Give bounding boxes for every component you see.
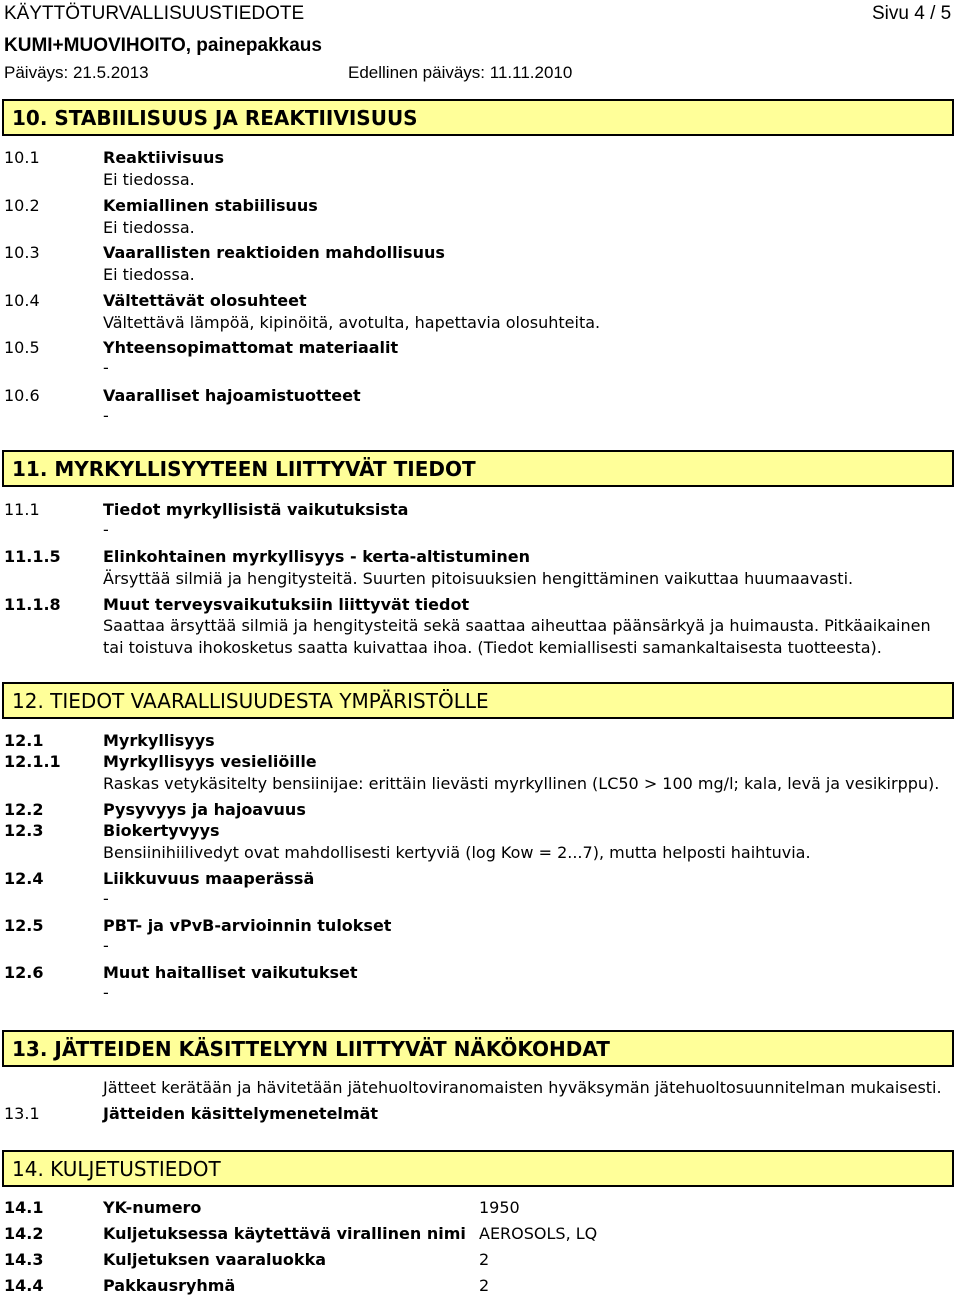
- item-text: Ei tiedossa.: [103, 170, 195, 189]
- item-number: 13.1: [4, 1104, 40, 1123]
- item-number: 12.1: [4, 731, 44, 750]
- item-number: 12.6: [4, 963, 44, 982]
- page-number: Sivu 4 / 5: [872, 3, 952, 24]
- item-number: 12.2: [4, 800, 44, 819]
- item-title: Reaktiivisuus: [103, 148, 224, 167]
- item-text: Ei tiedossa.: [103, 265, 195, 284]
- revision-date: Päiväys: 21.5.2013: [4, 63, 149, 82]
- item-number: 14.2: [4, 1224, 44, 1243]
- item-number: 10.5: [4, 338, 40, 357]
- section-11-heading: 11. MYRKYLLISYYTEEN LIITTYVÄT TIEDOT: [2, 450, 954, 487]
- section-13-heading: 13. JÄTTEIDEN KÄSITTELYYN LIITTYVÄT NÄKÖKOHDAT: [2, 1030, 954, 1067]
- item-title: Kemiallinen stabiilisuus: [103, 196, 318, 215]
- item-value: AEROSOLS, LQ: [479, 1224, 598, 1243]
- item-number: 11.1.5: [4, 547, 61, 566]
- item-value: 1950: [479, 1198, 520, 1217]
- item-number: 10.6: [4, 386, 40, 405]
- item-text: -: [103, 358, 109, 377]
- item-text: Vältettävä lämpöä, kipinöitä, avotulta, hapettavia olosuhteita.: [103, 313, 601, 332]
- item-number: 10.4: [4, 291, 40, 310]
- item-text: -: [103, 520, 109, 539]
- item-title: Tiedot myrkyllisistä vaikutuksista: [103, 500, 409, 519]
- item-title: Pakkausryhmä: [103, 1276, 236, 1295]
- item-title: Biokertyvyys: [103, 821, 220, 840]
- item-title: YK-numero: [103, 1198, 202, 1217]
- item-text: -: [103, 889, 109, 908]
- item-title: Elinkohtainen myrkyllisyys - kerta-altistuminen: [103, 547, 531, 566]
- item-number: 14.4: [4, 1276, 44, 1295]
- item-text: Bensiinihiilivedyt ovat mahdollisesti kertyviä (log Kow = 2...7), mutta helposti haihtuvia.: [103, 843, 811, 862]
- item-title: Myrkyllisyys: [103, 731, 215, 750]
- item-text: Raskas vetykäsitelty bensiinijae: erittäin lievästi myrkyllinen (LC50 > 100 mg/l; kala, levä ja vesikirppu).: [103, 774, 940, 793]
- item-title: Myrkyllisyys vesieliöille: [103, 752, 317, 771]
- item-number: 14.1: [4, 1198, 44, 1217]
- item-title: Yhteensopimattomat materiaalit: [103, 338, 399, 357]
- item-number: 14.3: [4, 1250, 44, 1269]
- section-14-heading: 14. KULJETUSTIEDOT: [2, 1150, 954, 1187]
- item-text: Saattaa ärsyttää silmiä ja hengitysteitä sekä saattaa aiheuttaa päänsärkyä ja huimausta. Pitkäaikainen tai toistuva ihokosketus saatta kuivattaa ihoa. (Tiedot kemiallisesti samankaltaisesta tuotteesta).: [103, 616, 931, 657]
- item-title: Kuljetuksen vaaraluokka: [103, 1250, 326, 1269]
- item-number: 12.5: [4, 916, 44, 935]
- item-number: 11.1.8: [4, 595, 61, 614]
- item-number: 10.2: [4, 196, 40, 215]
- item-number: 10.3: [4, 243, 40, 262]
- item-title: Pysyvyys ja hajoavuus: [103, 800, 306, 819]
- section-10-heading: 10. STABIILISUUS JA REAKTIIVISUUS: [2, 99, 954, 136]
- item-title: Liikkuvuus maaperässä: [103, 869, 315, 888]
- item-text: Ärsyttää silmiä ja hengitysteitä. Suurten pitoisuuksien hengittäminen vaikuttaa huumaavasti.: [103, 569, 854, 588]
- item-value: 2: [479, 1276, 490, 1295]
- product-name: KUMI+MUOVIHOITO, painepakkaus: [4, 35, 322, 56]
- item-title: Vältettävät olosuhteet: [103, 291, 307, 310]
- section-12-heading: 12. TIEDOT VAARALLISUUDESTA YMPÄRISTÖLLE: [2, 682, 954, 719]
- item-title: Vaarallisten reaktioiden mahdollisuus: [103, 243, 445, 262]
- document-title: KÄYTTÖTURVALLISUUSTIEDOTE: [4, 3, 305, 24]
- item-number: 12.4: [4, 869, 44, 888]
- item-number: 10.1: [4, 148, 40, 167]
- item-value: 2: [479, 1250, 490, 1269]
- previous-revision-date: Edellinen päiväys: 11.11.2010: [348, 63, 573, 82]
- item-number: 11.1: [4, 500, 40, 519]
- item-text: -: [103, 936, 109, 955]
- item-text: -: [103, 983, 109, 1002]
- item-title: Muut haitalliset vaikutukset: [103, 963, 358, 982]
- item-title: Jätteiden käsittelymenetelmät: [103, 1104, 379, 1123]
- item-number: 12.1.1: [4, 752, 61, 771]
- item-title: Kuljetuksessa käytettävä virallinen nimi: [103, 1224, 466, 1243]
- item-text: Ei tiedossa.: [103, 218, 195, 237]
- item-number: 12.3: [4, 821, 44, 840]
- item-text: -: [103, 406, 109, 425]
- item-title: PBT- ja vPvB-arvioinnin tulokset: [103, 916, 392, 935]
- section-13-intro: Jätteet kerätään ja hävitetään jätehuoltoviranomaisten hyväksymän jätehuoltosuunnitelman mukaisesti.: [103, 1078, 942, 1097]
- item-title: Muut terveysvaikutuksiin liittyvät tiedot: [103, 595, 470, 614]
- item-title: Vaaralliset hajoamistuotteet: [103, 386, 361, 405]
